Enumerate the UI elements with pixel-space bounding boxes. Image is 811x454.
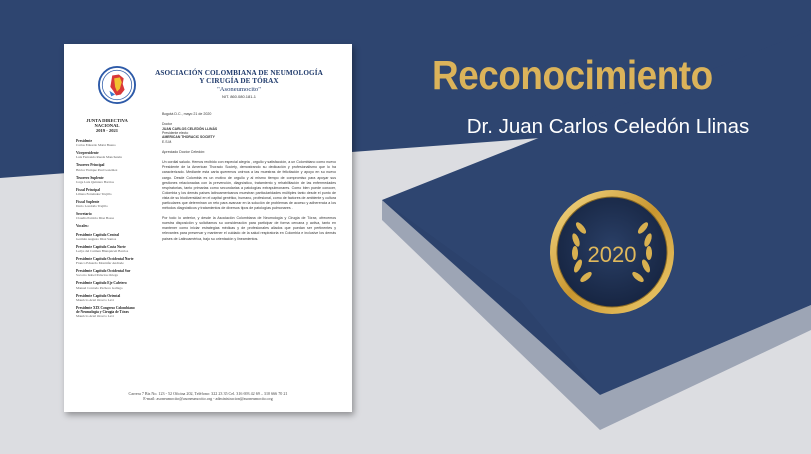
- board-role: [76, 151, 138, 159]
- board-role-name: Mauricio Ariel Orozco Levi: [76, 297, 114, 302]
- board-sidebar: [76, 118, 138, 322]
- letter-body: [162, 112, 336, 247]
- organization-nit: NIT. 860.080.181-1: [221, 94, 257, 99]
- board-role-title: Vocales:: [76, 224, 89, 229]
- board-role: [76, 176, 138, 184]
- award-medal-icon: [548, 188, 676, 316]
- letter-paragraph-1: Un cordial saludo. Hemos recibido con especial alegría , orgullo y satisfacción, a un Colombiano como nuevo Presidente de la American Thoracic Society, demostrando su dedicación y profesionalismo que lo ha caracterizado. Mediante esta carta queremos unirnos a las muestras de felicitación y apoyo en su nuevo cargo. Desde Colombia es un motivo de orgullo y al mismo tiempo de compromiso para apoyar sus gestiones relacionadas con la prevención, diagnóstico, tratamiento y rehabilitación de las enfermedades respiratorias, tanto primarias como secundarias a patologías extrapulmonares. Como bien puede conocer, Colombia y los demás países latinoamericanos muestran particularidades múltiples tanto desde el punto de vista de su biodiversidad en el capital genético, humano, profesional, como de factores de ambiente y cultura particulares que determinan un reto para avanzar en la solución de problemas de acceso y adherencia a los métodos diagnósticos y tratamientos de diversos tipos de patologías pulmonares .: [162, 160, 336, 211]
- recipient-city: E.S.M.: [162, 139, 173, 144]
- board-role: [76, 233, 138, 241]
- board-role-name: Socorro Isabel Palacios Ortega: [76, 273, 118, 278]
- board-role-title: Fiscal Principal: [76, 187, 101, 192]
- headline-title: Reconocimiento: [432, 52, 713, 98]
- org-name-line2: Y CIRUGÍA DE TÓRAX: [199, 77, 279, 86]
- board-role-name: Darío Londoño Trujillo: [76, 204, 108, 209]
- board-role: [76, 245, 138, 253]
- association-logo-icon: [98, 66, 136, 104]
- letter-document: [64, 44, 352, 412]
- board-role: [76, 139, 138, 147]
- org-name-line1: ASOCIACIÓN COLOMBIANA DE NEUMOLOGÍA: [155, 69, 323, 77]
- board-role-name: Franco Eduardo Montúfar Andrade: [76, 261, 124, 266]
- board-role: [76, 212, 138, 220]
- board-role-title: Tesorero Principal: [76, 163, 105, 168]
- recipient-org: AMERICAN THORACIC SOCIETY: [162, 135, 215, 140]
- board-role-title: Presidente Capítulo Occidental Sur: [76, 269, 131, 274]
- junta-years: 2019 - 2021: [95, 128, 119, 133]
- headline-subtitle: Dr. Juan Carlos Celedón Llinas: [466, 115, 750, 138]
- board-role-name: Jorge Luis Quintero Barrios: [76, 179, 114, 184]
- board-role-name: Ledys del Carmen Blanquicett Barrios: [76, 249, 129, 254]
- board-role-title: Presidente Capítulo Eje Cafetero: [76, 281, 127, 286]
- board-role-title: Presidente Capítulo Central: [76, 232, 120, 237]
- board-role-name: Luis Fernando Rueda Manchanda: [76, 155, 122, 160]
- letter-date: Bogotá D.C., mayo 21 de 2020: [162, 112, 212, 116]
- board-role: [76, 163, 138, 171]
- board-role-name: Manuel Conrado Pacheco Gallego: [76, 285, 123, 290]
- board-role-title: Secretario: [76, 212, 92, 217]
- footer-address: Carrera 7 Bis No. 123 - 52 Oficina 202, Teléfono: 322 23 35 Cel. 316 693 42 69 – 310 666 70 21: [128, 391, 288, 396]
- board-role-name: Claudia Patricia Díaz Bossa: [76, 216, 114, 221]
- board-role-title: Presidente Capítulo Occidental Norte: [76, 257, 134, 262]
- junta-heading: [76, 118, 138, 133]
- board-role-name: Germán Augusto Díaz Santos: [76, 236, 117, 241]
- organization-name: [144, 69, 334, 85]
- board-role: [76, 306, 138, 318]
- board-role-title: Presidente: [76, 139, 93, 143]
- letter-paragraph-2: Por todo lo anterior, y desde la Asociación Colombiana de Neumología y Cirugía de Tórax, ofrecemos nuestra disposición y solicitamos su consideración para participar de forma cercana y activa, tanto en mantener como iniciar estrategias médicas y de profesionales aliados que puedan ser pertinentes y relevantes para preservar y mantener el cuidado de la salud respiratoria en Colombia e inclusive los demás países de Latinoamérica, bajo su orientación y lineamientos.: [162, 216, 336, 241]
- letter-greeting: Apreciado Doctor Celedón:: [162, 150, 206, 155]
- board-role-title: Presidente Capítulo Costa Norte: [76, 244, 126, 249]
- board-role: [76, 257, 138, 265]
- board-role: [76, 281, 138, 289]
- medal-year: 2020: [587, 242, 637, 267]
- recipient-role: Presidente electo: [162, 130, 189, 135]
- salutation-label: Doctor: [162, 122, 172, 127]
- board-role-title: Fiscal Suplente: [76, 200, 100, 205]
- board-role-name: Mauricio Ariel Orozco Levi: [76, 314, 114, 319]
- board-role-title: Tesorero Suplente: [76, 175, 104, 180]
- junta-title: JUNTA DIRECTIVA NACIONAL: [86, 118, 128, 128]
- recipient-block: [162, 122, 336, 144]
- board-role: [76, 269, 138, 277]
- roles-list: [76, 139, 138, 318]
- board-role-title: Vicepresidente: [76, 151, 99, 156]
- board-role-name: Héctor Enrique Paul González: [76, 167, 118, 172]
- board-role: [76, 200, 138, 208]
- organization-tagline: "Asoneumocito": [217, 86, 261, 93]
- board-role-name: Liliana Fernández Trujillo: [76, 192, 112, 197]
- board-role: [76, 294, 138, 302]
- board-role-name: Carlos Eduardo Matiz Bueno: [76, 143, 116, 148]
- board-role-title: Presidente Capítulo Oriental: [76, 293, 121, 298]
- letter-footer: [84, 391, 332, 401]
- board-role-title: Presidente XIX Congreso Colombiano de Neumología y Cirugía de Tórax: [76, 305, 135, 315]
- board-role: [76, 188, 138, 196]
- recipient-name: JUAN CARLOS CELEDÓN LLINÁS: [162, 126, 218, 131]
- board-role: [76, 224, 138, 228]
- footer-email: E-mail: asoneumocito@asoneumocito.org - administracion@asoneumocito.org: [143, 396, 273, 402]
